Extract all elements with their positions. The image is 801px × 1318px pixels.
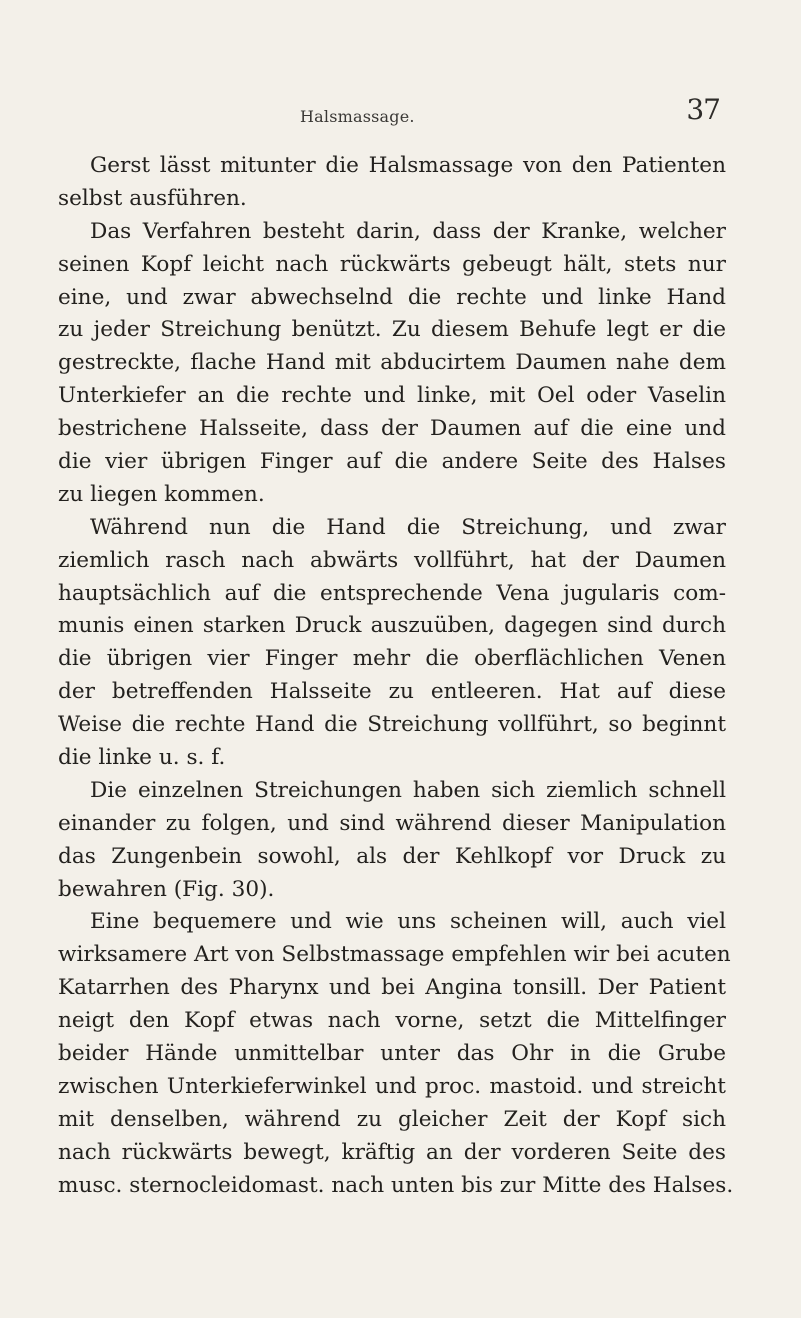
text-line: munis einen starken Druck auszuüben, dagegen sind durch — [58, 613, 726, 639]
text-line: nach rückwärts bewegt, kräftig an der vorderen Seite des — [58, 1139, 726, 1165]
text-line: Eine bequemere und wie uns scheinen will, auch viel — [90, 909, 726, 935]
text-line: zu liegen kommen. — [58, 481, 265, 507]
text-line: wirksamere Art von Selbstmassage empfehlen wir bei acuten — [58, 942, 731, 968]
page-number: 37 — [686, 93, 720, 126]
text-line: mit denselben, während zu gleicher Zeit der Kopf sich — [58, 1106, 726, 1132]
text-line: selbst ausführen. — [58, 185, 247, 211]
text-line: die linke u. s. f. — [58, 745, 226, 771]
text-line: einander zu folgen, und sind während dieser Manipulation — [58, 810, 726, 836]
text-line: der betreffenden Halsseite zu entleeren. Hat auf diese — [58, 679, 726, 705]
text-line: zu jeder Streichung benützt. Zu diesem Behufe legt er die — [58, 317, 726, 343]
text-line: hauptsächlich auf die entsprechende Vena jugularis com- — [58, 580, 726, 606]
text-line: das Zungenbein sowohl, als der Kehlkopf vor Druck zu — [58, 843, 726, 869]
text-line: ziemlich rasch nach abwärts vollführt, hat der Daumen — [58, 547, 726, 573]
text-line: die vier übrigen Finger auf die andere Seite des Halses — [58, 449, 726, 475]
text-line: Während nun die Hand die Streichung, und zwar — [90, 514, 726, 540]
text-line: zwischen Unterkieferwinkel und proc. mastoid. und streicht — [58, 1073, 726, 1099]
text-line: Katarrhen des Pharynx und bei Angina tonsill. Der Patient — [58, 975, 726, 1001]
text-line: bestrichene Halsseite, dass der Daumen auf die eine und — [58, 416, 726, 442]
body-text — [58, 150, 734, 1203]
text-line: seinen Kopf leicht nach rückwärts gebeugt hält, stets nur — [58, 251, 726, 277]
text-line: bewahren (Fig. 30). — [58, 876, 275, 902]
page-header — [60, 93, 720, 133]
text-line: Das Verfahren besteht darin, dass der Kranke, welcher — [90, 218, 726, 244]
text-line: Unterkiefer an die rechte und linke, mit Oel oder Vaselin — [58, 383, 726, 409]
text-line: Die einzelnen Streichungen haben sich ziemlich schnell — [90, 777, 726, 803]
text-line: neigt den Kopf etwas nach vorne, setzt die Mittelfinger — [58, 1008, 726, 1034]
text-line: gestreckte, flache Hand mit abducirtem Daumen nahe dem — [58, 350, 726, 376]
text-line: eine, und zwar abwechselnd die rechte und linke Hand — [58, 284, 726, 310]
running-title: Halsmassage. — [300, 107, 415, 126]
text-line: die übrigen vier Finger mehr die oberflächlichen Venen — [58, 646, 726, 672]
text-line: beider Hände unmittelbar unter das Ohr in die Grube — [58, 1041, 726, 1067]
text-line: musc. sternocleidomast. nach unten bis zur Mitte des Halses. — [58, 1172, 734, 1198]
text-line: Weise die rechte Hand die Streichung vollführt, so beginnt — [58, 712, 726, 738]
text-line: Gerst lässt mitunter die Halsmassage von den Patienten — [90, 153, 726, 178]
